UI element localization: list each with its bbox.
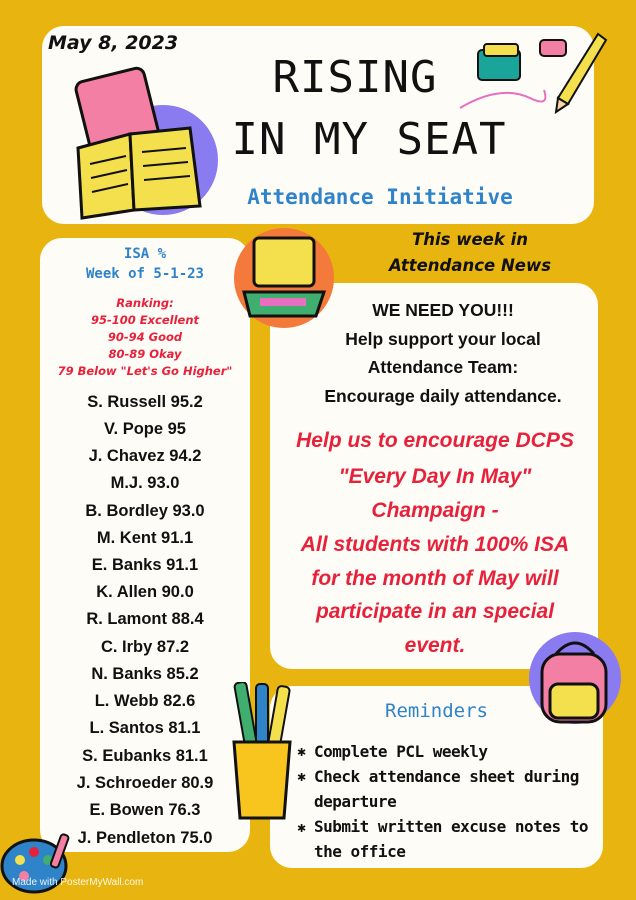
bullet-icon: ✱ xyxy=(297,822,307,835)
help-line: Help us to encourage DCPS xyxy=(296,429,574,452)
ranking-okay: 80-89 Okay xyxy=(108,347,182,361)
help-line: event. xyxy=(404,634,466,657)
news-title-line-1: This week in xyxy=(412,230,528,249)
subtitle: Attendance Initiative xyxy=(247,185,513,209)
ranking-below: 79 Below "Let's Go Higher" xyxy=(57,364,233,378)
need-line: Encourage daily attendance. xyxy=(324,386,562,406)
score-item: N. Banks 85.2 xyxy=(91,665,199,683)
help-line: "Every Day In May" xyxy=(338,465,532,488)
score-item: S. Russell 95.2 xyxy=(87,393,203,411)
isa-heading: ISA % xyxy=(123,246,167,262)
reminder-item: Submit written excuse notes to xyxy=(314,817,588,836)
need-line: Help support your local xyxy=(345,329,541,349)
score-item: E. Banks 91.1 xyxy=(91,556,199,574)
help-line: All students with 100% ISA xyxy=(300,533,570,556)
need-line: Attendance Team: xyxy=(367,357,519,377)
score-item: C. Irby 87.2 xyxy=(100,638,190,656)
bullet-icon: ✱ xyxy=(297,746,307,759)
score-item: L. Santos 81.1 xyxy=(89,719,201,737)
score-item: R. Lamont 88.4 xyxy=(86,610,204,628)
help-line: for the month of May will xyxy=(311,567,559,590)
help-line: Champaign - xyxy=(371,499,499,522)
reminder-item-continued: the office xyxy=(314,842,406,861)
score-item: M. Kent 91.1 xyxy=(96,529,194,547)
watermark: Made with PosterMyWall.com xyxy=(12,877,144,888)
score-item: J. Schroeder 80.9 xyxy=(76,774,214,792)
need-line: WE NEED YOU!!! xyxy=(372,300,514,320)
reminder-item-continued: departure xyxy=(314,792,397,811)
score-item: B. Bordley 93.0 xyxy=(85,502,205,520)
reminder-item: Check attendance sheet during xyxy=(314,767,579,786)
notebook-icon xyxy=(68,60,218,220)
date: May 8, 2023 xyxy=(48,32,179,54)
ranking-good: 90-94 Good xyxy=(107,330,183,344)
score-item: V. Pope 95 xyxy=(104,420,186,438)
news-title-line-2: Attendance News xyxy=(388,256,552,275)
score-item: E. Bowen 76.3 xyxy=(89,801,201,819)
bullet-icon: ✱ xyxy=(297,771,307,784)
score-item: S. Eubanks 81.1 xyxy=(82,747,208,765)
score-item: K. Allen 90.0 xyxy=(96,583,194,601)
score-item: J. Chavez 94.2 xyxy=(88,447,202,465)
ranking-excellent: 95-100 Excellent xyxy=(90,313,200,327)
score-item: L. Webb 82.6 xyxy=(94,692,196,710)
ranking-label: Ranking: xyxy=(116,296,174,310)
help-line: participate in an special xyxy=(315,600,555,623)
title-line-2: IN MY SEAT xyxy=(231,114,507,165)
reminders-title: Reminders xyxy=(385,700,488,722)
score-item: J. Pendleton 75.0 xyxy=(77,829,213,847)
score-item: M.J. 93.0 xyxy=(110,474,180,492)
isa-week: Week of 5-1-23 xyxy=(85,266,204,282)
title-line-1: RISING xyxy=(272,52,438,103)
reminder-item: Complete PCL weekly xyxy=(314,742,488,761)
